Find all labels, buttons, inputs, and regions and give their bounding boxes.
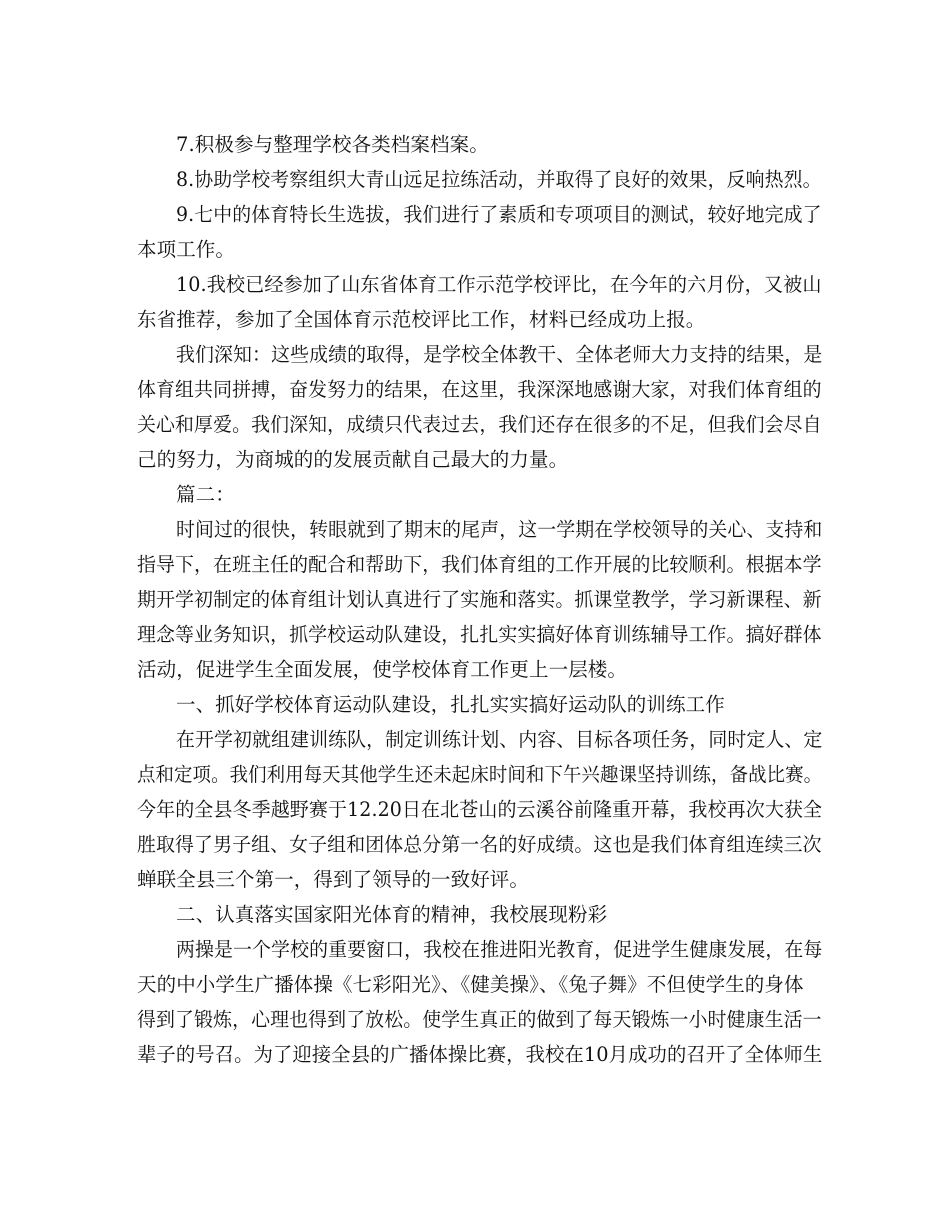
section-heading: 篇二：: [176, 483, 235, 506]
text-line: 9.七中的体育特长生选拔，我们进行了素质和专项项目的测试，较好地完成了: [176, 203, 822, 226]
text-line: 在开学初就组建训练队，制定训练计划、内容、目标各项任务，同时定人、定: [176, 728, 823, 751]
text-line: 时间过的很快，转眼就到了期末的尾声，这一学期在学校领导的关心、支持和: [176, 518, 823, 541]
text-line: 蝉联全县三个第一，得到了领导的一致好评。: [137, 868, 530, 891]
text-line: 胜取得了男子组、女子组和团体总分第一名的好成绩。这也是我们体育组连续三次: [137, 833, 822, 856]
text-line: 10.我校已经参加了山东省体育工作示范学校评比，在今年的六月份，又被山: [176, 273, 822, 296]
text-line: 7.积极参与整理学校各类档案档案。: [176, 133, 489, 156]
section-heading: 二、认真落实国家阳光体育的精神，我校展现粉彩: [176, 903, 608, 926]
section-heading: 一、抓好学校体育运动队建设，扎扎实实搞好运动队的训练工作: [176, 693, 725, 716]
text-line: 辈子的号召。为了迎接全县的广播体操比赛，我校在10月成功的召开了全体师生: [137, 1043, 823, 1066]
text-line: 东省推荐，参加了全国体育示范校评比工作，材料已经成功上报。: [137, 308, 706, 331]
text-line: 己的努力，为商城的的发展贡献自己最大的力量。: [137, 448, 569, 471]
text-line: 理念等业务知识，抓学校运动队建设，扎扎实实搞好体育训练辅导工作。搞好群体: [137, 623, 822, 646]
text-line: 关心和厚爱。我们深知，成绩只代表过去，我们还存在很多的不足，但我们会尽自: [137, 413, 822, 436]
text-line: 指导下，在班主任的配合和帮助下，我们体育组的工作开展的比较顺利。根据本学: [137, 553, 822, 576]
text-line: 天的中小学生广播体操《七彩阳光》、《健美操》、《兔子舞》不但使学生的身体: [137, 973, 804, 996]
text-line: 点和定项。我们利用每天其他学生还未起床时间和下午兴趣课坚持训练，备战比赛。: [137, 763, 823, 786]
text-line: 两操是一个学校的重要窗口，我校在推进阳光教育，促进学生健康发展，在每: [176, 938, 823, 961]
text-line: 活动，促进学生全面发展，使学校体育工作更上一层楼。: [137, 658, 628, 681]
text-line: 体育组共同拼搏，奋发努力的结果，在这里，我深深地感谢大家，对我们体育组的: [137, 378, 822, 401]
text-line: 本项工作。: [137, 238, 236, 261]
text-line: 期开学初制定的体育组计划认真进行了实施和落实。抓课堂教学，学习新课程、新: [137, 588, 822, 611]
text-line: 今年的全县冬季越野赛于12.20日在北苍山的云溪谷前隆重开幕，我校再次大获全: [137, 798, 823, 821]
text-line: 得到了锻炼，心理也得到了放松。使学生真正的做到了每天锻炼一小时健康生活一: [137, 1008, 822, 1031]
text-line: 我们深知：这些成绩的取得，是学校全体教干、全体老师大力支持的结果，是: [176, 343, 823, 366]
text-line: 8.协助学校考察组织大青山远足拉练活动，并取得了良好的效果，反响热烈。: [176, 168, 822, 191]
